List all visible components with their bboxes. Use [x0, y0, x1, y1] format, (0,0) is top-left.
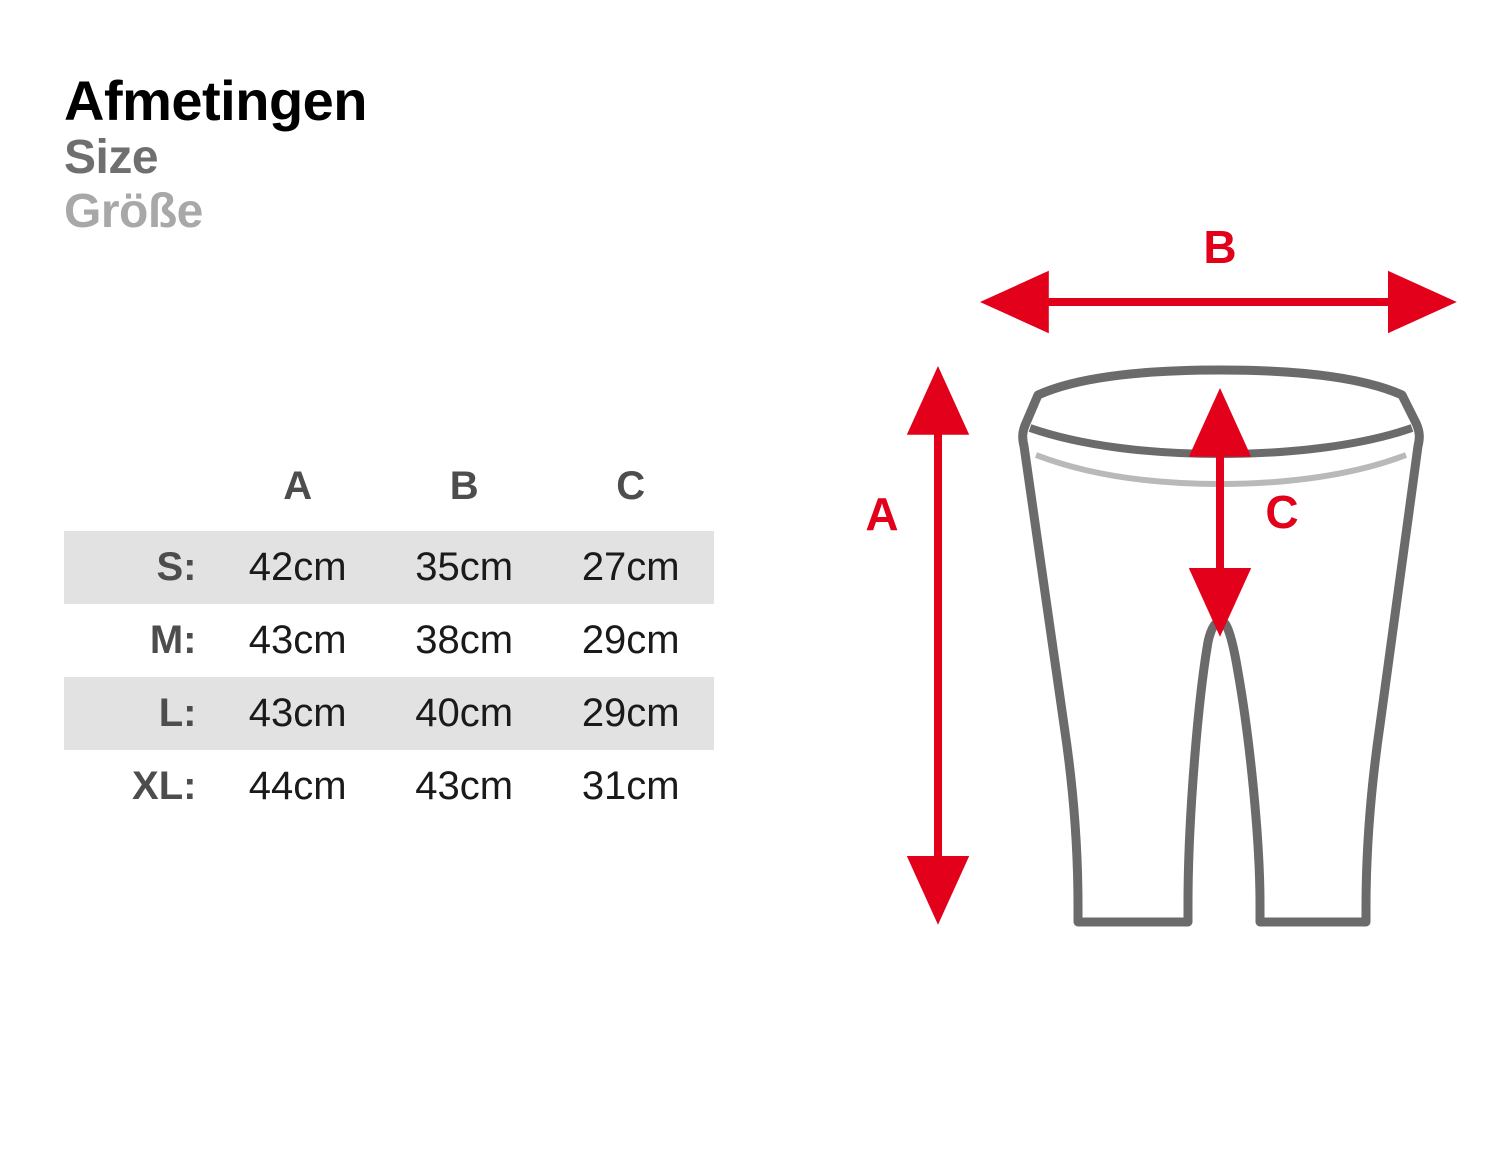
cell-s-c: 27cm [547, 531, 714, 604]
row-label-l: L: [64, 677, 214, 750]
table-row [64, 750, 714, 823]
cell-l-c: 29cm [547, 677, 714, 750]
cell-xl-b: 43cm [415, 764, 514, 808]
size-table [64, 458, 714, 823]
cell-l-a: 43cm [214, 677, 381, 750]
dimension-label-c: C [1265, 486, 1299, 538]
cell-l-b: 40cm [381, 677, 548, 750]
row-label-m: M: [149, 618, 197, 662]
cell-s-b: 35cm [381, 531, 548, 604]
cell-m-b: 38cm [415, 618, 514, 662]
page-title-en: Size [64, 130, 159, 184]
cell-m-a: 43cm [248, 618, 347, 662]
garment-diagram [820, 180, 1460, 980]
cell-s-a: 42cm [214, 531, 381, 604]
page-title-nl: Afmetingen [64, 69, 367, 132]
page-title-de: Größe [64, 184, 203, 238]
cell-xl-c: 31cm [581, 764, 680, 808]
row-label-xl: XL: [132, 764, 197, 808]
table-header-row [64, 458, 714, 531]
column-header-c: C [616, 464, 646, 508]
title-block [64, 69, 367, 238]
row-label-s: S: [64, 531, 214, 604]
cell-m-c: 29cm [581, 618, 680, 662]
dimension-arrow-a [865, 402, 938, 892]
cell-xl-a: 44cm [248, 764, 347, 808]
column-header-a: A [283, 464, 313, 508]
table-row [64, 677, 714, 750]
dimension-label-a: A [865, 488, 899, 540]
table-row [64, 604, 714, 677]
table-row [64, 531, 714, 604]
dimension-arrow-b [1016, 221, 1424, 302]
column-header-b: B [449, 464, 479, 508]
dimension-label-b: B [1203, 221, 1237, 273]
table-corner-cell [64, 458, 214, 531]
